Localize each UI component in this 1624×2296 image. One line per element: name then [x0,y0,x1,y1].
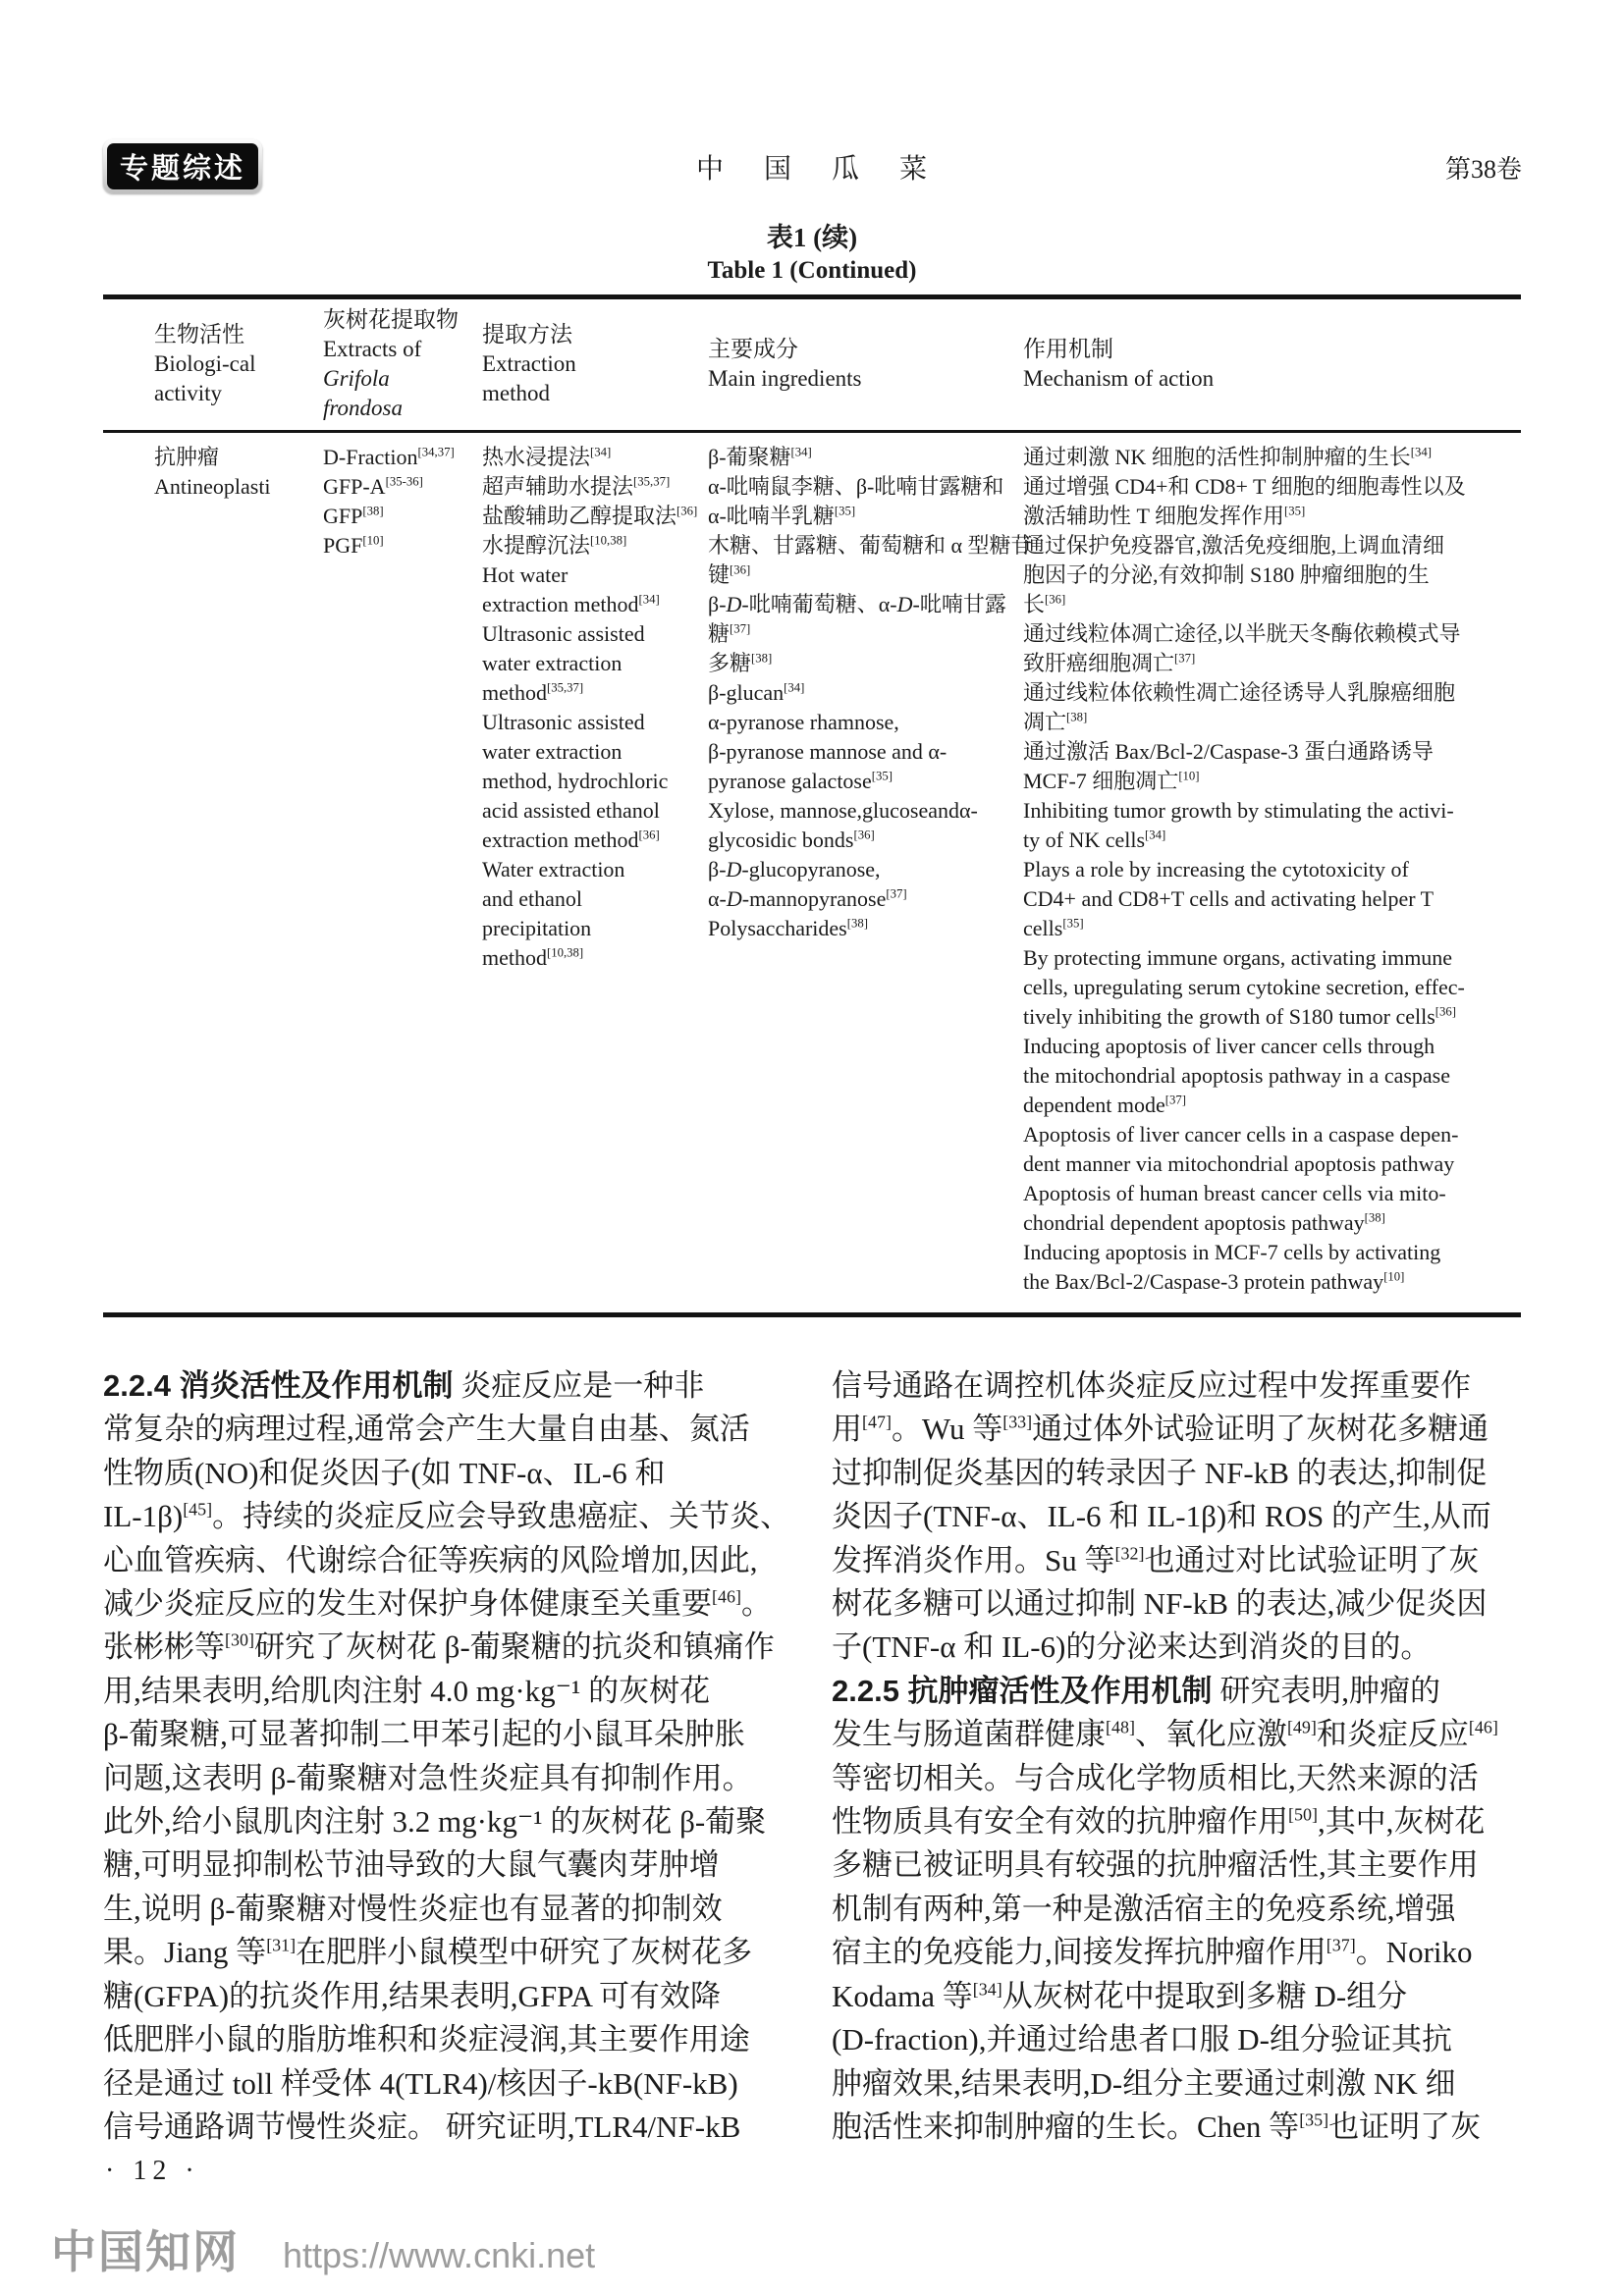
text-line: 发挥消炎作用。Su 等[32]也通过对比试验证明了灰 [832,1542,1480,1577]
text-line: β-葡聚糖,可显著抑制二甲苯引起的小鼠耳朵肿胀 [103,1717,745,1752]
text-line: 抗肿瘤 [154,445,220,469]
text-line: tively inhibiting the growth of S180 tumor cells[36] [1023,1004,1457,1029]
text-line: the Bax/Bcl-2/Caspase-3 protein pathway[10] [1023,1269,1405,1294]
text-line: 2.2.5 抗肿瘤活性及作用机制 研究表明,肿瘤的 [832,1673,1441,1708]
text-line: 问题,这表明 β-葡聚糖对急性炎症具有抑制作用。 [103,1760,753,1795]
text-line: 机制有两种,第一种是激活宿主的免疫系统,增强 [832,1891,1456,1926]
column-header-method [482,304,708,424]
watermark [51,2216,595,2281]
text-line: 用,结果表明,给肌肉注射 4.0 mg·kg⁻¹ 的灰树花 [103,1673,711,1708]
text-line: 超声辅助水提法[35,37] [482,474,671,499]
text-line: Apoptosis of liver cancer cells in a caspase depen- [1023,1122,1459,1147]
text-line: GFP[38] [323,504,384,528]
text-line: 通过保护免疫器官,激活免疫细胞,上调血清细 [1023,533,1445,558]
text-line: 提取方法 [482,322,572,347]
text-line: water extraction [482,739,623,764]
text-line: Water extraction [482,857,625,881]
text-line: Extraction [482,351,576,376]
text-line: dent manner via mitochondrial apoptosis pathway [1023,1151,1455,1176]
text-line: precipitation [482,916,592,940]
text-line: 木糖、甘露糖、葡萄糖和 α 型糖苷 [708,533,1033,558]
text-line: frondosa [323,396,403,420]
text-line: 盐酸辅助乙醇提取法[36] [482,504,698,528]
text-line: β-pyranose mannose and α- [708,739,947,764]
text-line: Main ingredients [708,366,862,391]
text-line: Apoptosis of human breast cancer cells via mito- [1023,1181,1446,1205]
text-line: α-吡喃半乳糖[35] [708,504,856,528]
text-line: 通过线粒体凋亡途径,以半胱天冬酶依赖模式导 [1023,621,1461,646]
text-line: Plays a role by increasing the cytotoxicity of [1023,857,1409,881]
text-line: 低肥胖小鼠的脂肪堆积和炎症浸润,其主要作用途 [103,2022,750,2057]
text-line: 炎因子(TNF-α、IL-6 和 IL-1β)和 ROS 的产生,从而 [832,1499,1491,1534]
journal-title: 中 国 瓜 菜 [695,154,934,185]
table-row [103,433,1521,1312]
cell-extracts [323,443,482,1297]
text-line: 糖,可明显抑制松节油导致的大鼠气囊肉芽肿增 [103,1847,720,1883]
text-line: extraction method[34] [482,592,660,616]
text-line: chondrial dependent apoptosis pathway[38] [1023,1210,1385,1235]
text-line: 宿主的免疫能力,间接发挥抗肿瘤作用[37]。Noriko [832,1935,1473,1970]
text-line: 通过线粒体依赖性凋亡途径诱导人乳腺癌细胞 [1023,680,1456,705]
text-line: 等密切相关。与合成化学物质相比,天然来源的活 [832,1760,1479,1795]
text-line: Xylose, mannose,glucoseandα- [708,798,978,823]
watermark-url: https://www.cnki.net [283,2235,596,2275]
text-line: method [482,381,550,405]
text-line: MCF-7 细胞凋亡[10] [1023,769,1200,793]
text-line: β-D-glucopyranose, [708,857,881,881]
text-line: Ultrasonic assisted [482,710,645,734]
text-line: 凋亡[38] [1023,710,1088,734]
table-header-row [103,299,1521,433]
text-line: 用[47]。Wu 等[33]通过体外试验证明了灰树花多糖通 [832,1412,1489,1447]
text-line: Hot water [482,562,568,587]
text-line: 减少炎症反应的发生对保护身体健康至关重要[46]。 [103,1586,772,1622]
text-line: 水提醇沉法[10,38] [482,533,627,558]
text-line: method[10,38] [482,945,584,970]
text-line: 胞活性来抑制肿瘤的生长。Chen 等[35]也证明了灰 [832,2109,1482,2144]
text-line: ty of NK cells[34] [1023,828,1166,852]
text-line: 糖(GFPA)的抗炎作用,结果表明,GFPA 可有效降 [103,1978,722,2013]
text-line: Kodama 等[34]从灰树花中提取到多糖 D-组分 [832,1978,1408,2013]
text-line: cells, upregulating serum cytokine secretion, effec- [1023,975,1465,999]
text-line: 多糖[38] [708,651,773,675]
text-line: α-pyranose rhamnose, [708,710,899,734]
text-line: 信号通路调节慢性炎症。 研究证明,TLR4/NF-kB [103,2109,741,2144]
column-header-ingredients [708,304,1023,424]
text-line: 树花多糖可以通过抑制 NF-kB 的表达,减少促炎因 [832,1586,1488,1622]
text-line: PGF[10] [323,533,384,558]
table-title-cn: 表1 (续) [766,223,858,252]
text-line: β-葡聚糖[34] [708,445,812,469]
text-line: the mitochondrial apoptosis pathway in a caspase [1023,1063,1450,1088]
text-line: 多糖已被证明具有较强的抗肿瘤活性,其主要作用 [832,1847,1479,1883]
text-line: D-Fraction[34,37] [323,445,455,469]
text-line: IL-1β)[45]。持续的炎症反应会导致患癌症、关节炎、 [103,1499,791,1534]
text-line: 肿瘤效果,结果表明,D-组分主要通过刺激 NK 细 [832,2065,1456,2101]
text-line: (D-fraction),并通过给患者口服 D-组分验证其抗 [832,2022,1452,2057]
text-line: method, hydrochloric [482,769,669,793]
cell-ingredients [708,443,1033,1297]
text-line: 激活辅助性 T 细胞发挥作用[35] [1023,504,1306,528]
text-line: Extracts of [323,337,422,361]
text-line: Inducing apoptosis in MCF-7 cells by activating [1023,1240,1441,1264]
text-line: α-D-mannopyranose[37] [708,886,907,911]
body-column-right [832,1364,1541,2149]
text-line: and ethanol [482,886,583,911]
text-line: dependent mode[37] [1023,1093,1187,1117]
text-line: Inducing apoptosis of liver cancer cells through [1023,1034,1435,1058]
text-line: Ultrasonic assisted [482,621,645,646]
text-line: 发生与肠道菌群健康[48]、氧化应激[49]和炎症反应[46] [832,1717,1498,1752]
column-header-mechanism [1023,304,1521,424]
text-line: 张彬彬等[30]研究了灰树花 β-葡聚糖的抗炎和镇痛作 [103,1629,775,1665]
text-line: 常复杂的病理过程,通常会产生大量自由基、氮活 [103,1412,750,1447]
text-line: 键[36] [708,562,751,587]
text-line: By protecting immune organs, activating immune [1023,945,1453,970]
column-header-extracts [323,304,482,424]
text-line: pyranose galactose[35] [708,769,893,793]
text-line: 信号通路在调控机体炎症反应过程中发挥重要作 [832,1368,1471,1403]
text-line: extraction method[36] [482,828,660,852]
page-header [103,139,1526,188]
text-line: 生物活性 [154,322,244,347]
text-line: water extraction [482,651,623,675]
text-line: Grifola [323,366,390,391]
body-column-left [103,1364,812,2149]
volume-label: 第38卷 [1444,155,1522,184]
text-line: 子(TNF-α 和 IL-6)的分泌来达到消炎的目的。 [832,1629,1432,1665]
text-line: 2.2.4 消炎活性及作用机制 炎症反应是一种非 [103,1368,705,1403]
text-line: 长[36] [1023,592,1066,616]
cell-activity [103,443,323,1297]
text-line: 径是通过 toll 样受体 4(TLR4)/核因子-kB(NF-kB) [103,2065,738,2101]
column-header-activity [103,304,323,424]
text-line: 热水浸提法[34] [482,445,612,469]
text-line: 过抑制促炎基因的转录因子 NF-kB 的表达,抑制促 [832,1455,1488,1490]
text-line: Polysaccharides[38] [708,916,868,940]
text-line: Mechanism of action [1023,366,1215,391]
topic-badge-label: 专题综述 [107,143,258,189]
table-title-en: Table 1 (Continued) [707,257,917,284]
text-line: 心血管疾病、代谢综合征等疾病的风险增加,因此, [103,1542,758,1577]
text-line: 致肝癌细胞凋亡[37] [1023,651,1196,675]
continued-table [103,222,1521,1317]
text-line: Biologi-cal [154,351,256,376]
text-line: acid assisted ethanol [482,798,660,823]
text-line: method[35,37] [482,680,584,705]
text-line: glycosidic bonds[36] [708,828,875,852]
text-line: β-glucan[34] [708,680,805,705]
cell-mechanism [1023,443,1521,1297]
page-number: · 12 · [105,2156,200,2186]
text-line: 生,说明 β-葡聚糖对慢性炎症也有显著的抑制效 [103,1891,723,1926]
text-line: CD4+ and CD8+T cells and activating helper T [1023,886,1435,911]
text-line: 糖[37] [708,621,751,646]
text-line: Inhibiting tumor growth by stimulating the activi- [1023,798,1454,823]
text-line: 通过增强 CD4+和 CD8+ T 细胞的细胞毒性以及 [1023,474,1466,499]
table-grid [103,294,1521,1317]
text-line: 性物质具有安全有效的抗肿瘤作用[50],其中,灰树花 [832,1804,1486,1840]
text-line: α-吡喃鼠李糖、β-吡喃甘露糖和 [708,474,1004,499]
watermark-logo: 中国知网 [51,2226,240,2277]
topic-badge [103,139,262,193]
text-line: 通过激活 Bax/Bcl-2/Caspase-3 蛋白通路诱导 [1023,739,1434,764]
text-line: 胞因子的分泌,有效抑制 S180 肿瘤细胞的生 [1023,562,1430,587]
text-line: 灰树花提取物 [323,307,459,332]
text-line: cells[35] [1023,916,1084,940]
text-line: GFP-A[35-36] [323,474,423,499]
text-line: 通过刺激 NK 细胞的活性抑制肿瘤的生长[34] [1023,445,1433,469]
text-line: β-D-吡喃葡萄糖、α-D-吡喃甘露 [708,592,1006,616]
text-line: 此外,给小鼠肌肉注射 3.2 mg·kg⁻¹ 的灰树花 β-葡聚 [103,1804,767,1840]
text-line: Antineoplasti [154,474,271,499]
text-line: activity [154,381,222,405]
cell-method [482,443,708,1297]
text-line: 性物质(NO)和促炎因子(如 TNF-α、IL-6 和 [103,1455,666,1490]
text-line: 作用机制 [1023,337,1113,361]
text-line: 果。Jiang 等[31]在肥胖小鼠模型中研究了灰树花多 [103,1935,753,1970]
text-line: 主要成分 [708,337,798,361]
